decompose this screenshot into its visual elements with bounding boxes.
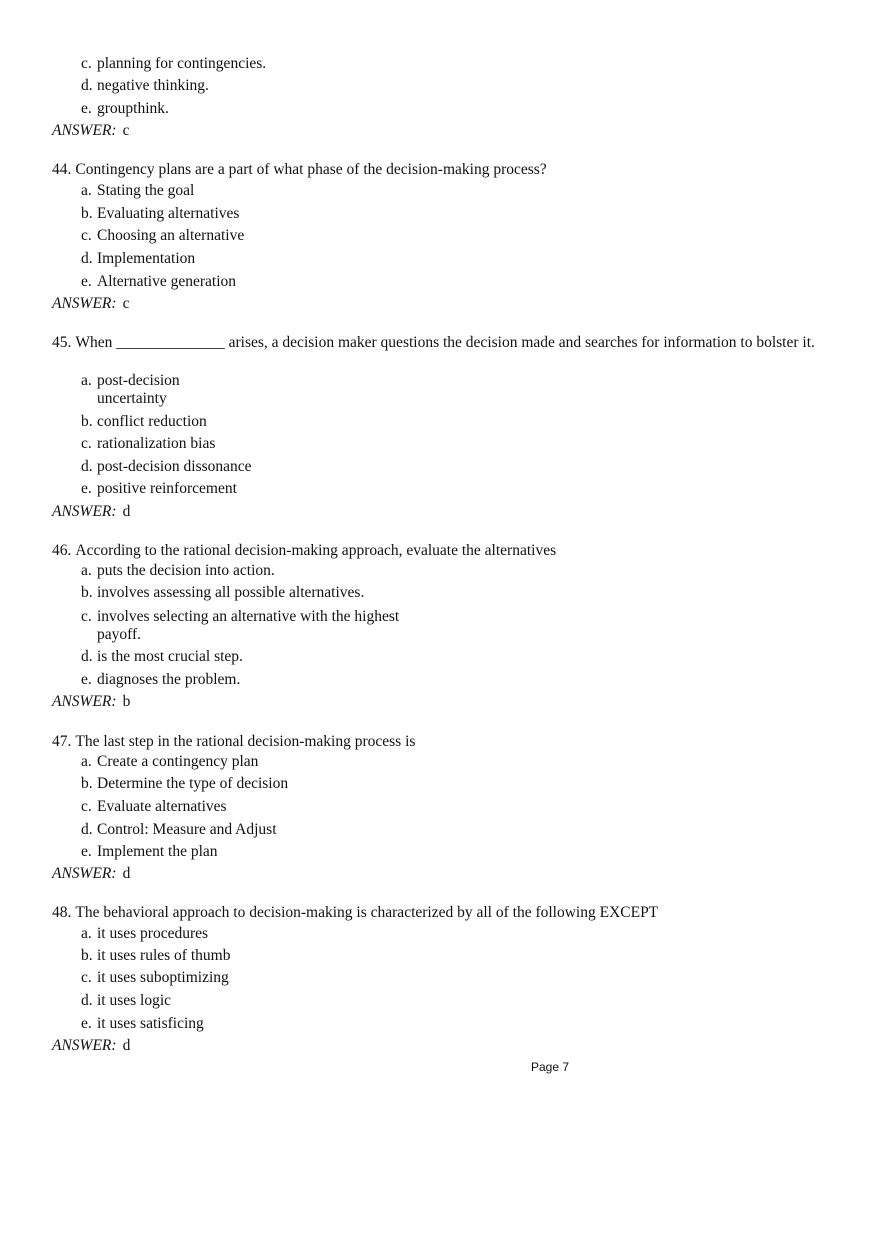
answer-45: ANSWER: d [52, 503, 131, 520]
option-e: e. groupthink. [81, 100, 169, 117]
question-48-option-a: a. it uses procedures [81, 925, 209, 942]
question-45-option-e: e. positive reinforcement [81, 480, 237, 497]
answer-44: ANSWER: c [52, 295, 130, 312]
question-44-option-e: e. Alternative generation [81, 273, 237, 290]
question-47: 47. The last step in the rational decision-making process is [52, 733, 416, 750]
question-45-option-c: c. rationalization bias [81, 435, 216, 452]
question-46-option-d: d. is the most crucial step. [81, 648, 243, 665]
question-48-option-e: e. it uses satisficing [81, 1015, 204, 1032]
question-48-option-d: d. it uses logic [81, 992, 172, 1009]
answer-46: ANSWER: b [52, 693, 131, 710]
question-47-option-e: e. Implement the plan [81, 843, 218, 860]
question-46-option-b: b. involves assessing all possible alternatives. [81, 584, 365, 601]
option-c: c. planning for contingencies. [81, 55, 267, 72]
option-d: d. negative thinking. [81, 77, 209, 94]
question-47-option-d: d. Control: Measure and Adjust [81, 821, 277, 838]
answer-43: ANSWER: c [52, 122, 130, 139]
question-46-option-e: e. diagnoses the problem. [81, 671, 241, 688]
question-46-option-c: c. involves selecting an alternative with the highest payoff. [81, 608, 400, 643]
question-47-option-c: c. Evaluate alternatives [81, 798, 227, 815]
question-44: 44. Contingency plans are a part of what phase of the decision-making process? [52, 161, 547, 178]
question-44-option-a: a. Stating the goal [81, 182, 195, 199]
question-47-option-a: a. Create a contingency plan [81, 753, 259, 770]
answer-48: ANSWER: d [52, 1037, 131, 1054]
question-45-option-d: d. post-decision dissonance [81, 458, 252, 475]
question-47-option-b: b. Determine the type of decision [81, 775, 289, 792]
question-46: 46. According to the rational decision-making approach, evaluate the alternatives [52, 542, 557, 559]
answer-47: ANSWER: d [52, 865, 131, 882]
question-45-option-b: b. conflict reduction [81, 413, 207, 430]
question-48-option-b: b. it uses rules of thumb [81, 947, 231, 964]
question-46-option-a: a. puts the decision into action. [81, 562, 275, 579]
question-44-option-d: d. Implementation [81, 250, 196, 267]
page-number: Page 7 [531, 1060, 570, 1074]
question-45: 45. When ______________ arises, a decision maker questions the decision made and searches for information to bolster it. [52, 334, 815, 351]
question-48: 48. The behavioral approach to decision-making is characterized by all of the following EXCEPT [52, 904, 659, 921]
question-48-option-c: c. it uses suboptimizing [81, 969, 229, 986]
question-44-option-b: b. Evaluating alternatives [81, 205, 240, 222]
question-45-option-a: a. post-decision uncertainty [81, 372, 180, 407]
question-44-option-c: c. Choosing an alternative [81, 227, 245, 244]
